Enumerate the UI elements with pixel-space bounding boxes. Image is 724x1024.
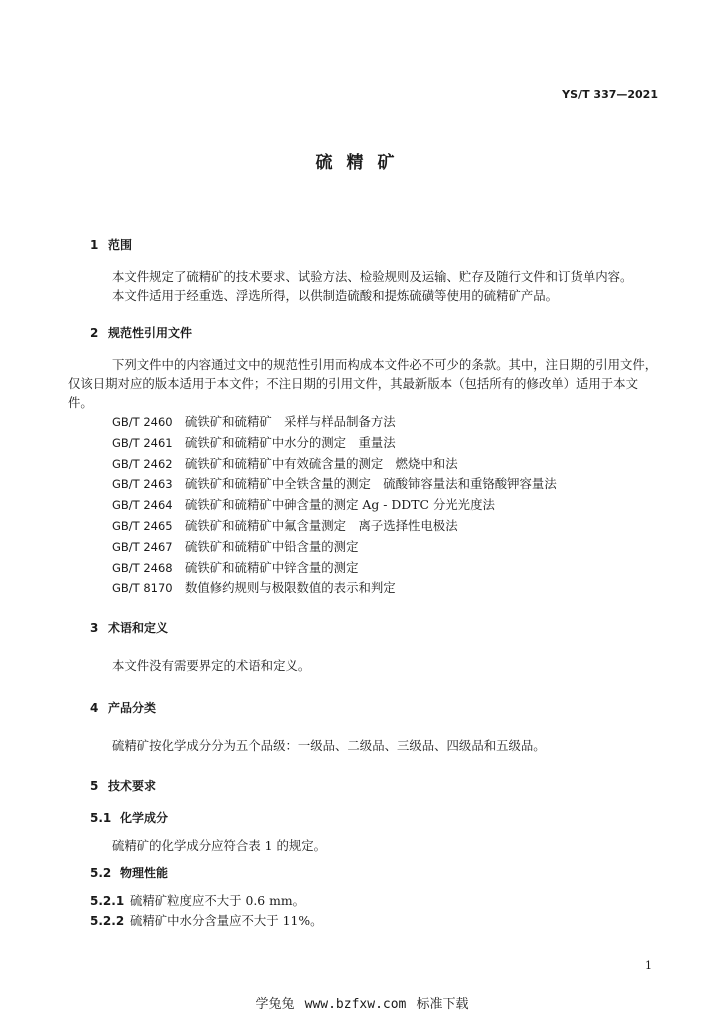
reference-title: 硫铁矿和硫精矿 采样与样品制备方法 (185, 414, 396, 429)
reference-title: 硫铁矿和硫精矿中铅含量的测定 (185, 538, 359, 554)
section-number: 1 (90, 238, 99, 252)
reference-code: GB/T 2467 (112, 539, 173, 554)
section-3-heading (90, 619, 658, 636)
section-5-2-heading (90, 864, 658, 881)
section-1-heading (90, 236, 658, 253)
clause-number: 5.2.2 (90, 914, 125, 929)
section-5-1-heading (90, 809, 658, 826)
section-number: 4 (90, 701, 99, 716)
footer-url[interactable]: www.bzfxw.com (304, 997, 407, 1012)
clause-5-2-2 (90, 911, 658, 931)
reference-code: GB/T 2463 (112, 477, 173, 492)
reference-title: 硫铁矿和硫精矿中有效硫含量的测定 燃烧中和法 (185, 455, 458, 471)
section-title: 范围 (108, 238, 133, 252)
document-body (68, 236, 658, 931)
section-5-heading (90, 777, 658, 794)
reference-title: 硫铁矿和硫精矿中氟含量测定 离子选择性电极法 (185, 517, 458, 533)
reference-title: 数值修约规则与极限数值的表示和判定 (185, 580, 396, 596)
clause-number: 5.2.1 (90, 894, 125, 909)
footer-site-name: 学兔兔 (255, 997, 295, 1012)
reference-code: GB/T 2464 (112, 498, 173, 513)
footer-label: 标准下载 (416, 997, 469, 1012)
paragraph: 本文件没有需要界定的术语和定义。 (112, 658, 311, 674)
reference-item (90, 578, 658, 599)
standard-code: YS/T 337—2021 (562, 88, 658, 101)
reference-item (90, 412, 658, 433)
section-2-heading (90, 324, 658, 341)
reference-code: GB/T 2461 (112, 435, 173, 450)
normative-references-list (90, 412, 658, 599)
section-number: 5 (90, 779, 99, 794)
section-number: 5.1 (90, 811, 112, 826)
reference-item (90, 474, 658, 495)
section-number: 5.2 (90, 866, 112, 881)
clause-text: 硫精矿粒度应不大于 0.6 mm。 (130, 893, 305, 909)
paragraph: 硫精矿按化学成分分为五个品级：一级品、二级品、三级品、四级品和五级品。 (112, 738, 546, 754)
section-title: 技术要求 (108, 779, 157, 794)
page-number: 1 (645, 959, 652, 972)
reference-title: 硫铁矿和硫精矿中锌含量的测定 (185, 559, 359, 575)
clause-5-2-1 (90, 891, 658, 911)
section-title: 产品分类 (108, 701, 157, 716)
reference-code: GB/T 2465 (112, 518, 173, 533)
section-number: 2 (90, 326, 99, 340)
reference-item (90, 433, 658, 454)
document-title: 硫精矿 (315, 153, 409, 173)
section-4-heading (90, 699, 658, 716)
section-title: 化学成分 (120, 811, 169, 826)
section-title: 术语和定义 (108, 621, 169, 636)
reference-title: 硫铁矿和硫精矿中水分的测定 重量法 (185, 434, 396, 450)
section-title: 物理性能 (120, 866, 169, 881)
reference-code: GB/T 2468 (112, 560, 173, 575)
reference-code: GB/T 2462 (112, 456, 173, 471)
paragraph: 本文件规定了硫精矿的技术要求、试验方法、检验规则及运输、贮存及随行文件和订货单内容。 (112, 269, 633, 284)
reference-title: 硫铁矿和硫精矿中全铁含量的测定 硫酸铈容量法和重铬酸钾容量法 (185, 476, 557, 492)
reference-code: GB/T 8170 (112, 581, 173, 596)
paragraph: 硫精矿的化学成分应符合表 1 的规定。 (112, 838, 327, 854)
reference-item (90, 454, 658, 475)
reference-item (90, 495, 658, 516)
reference-code: GB/T 2460 (112, 415, 173, 429)
reference-item (90, 516, 658, 537)
reference-item (90, 537, 658, 558)
section-title: 规范性引用文件 (108, 326, 193, 340)
section-number: 3 (90, 621, 99, 636)
reference-title: 硫铁矿和硫精矿中砷含量的测定 Ag - DDTC 分光光度法 (185, 497, 495, 513)
footer-watermark (0, 993, 724, 1012)
reference-item (90, 558, 658, 579)
paragraph: 本文件适用于经重选、浮选所得，以供制造硫酸和提炼硫磺等使用的硫精矿产品。 (112, 288, 559, 303)
references-intro: 下列文件中的内容通过文中的规范性引用而构成本文件必不可少的条款。其中，注日期的引用文件，仅该日期对应的版本适用于本文件；不注日期的引用文件，其最新版本（包括所有的修改单）适用于本文件。 (68, 357, 658, 410)
clause-text: 硫精矿中水分含量应不大于 11%。 (130, 913, 323, 929)
